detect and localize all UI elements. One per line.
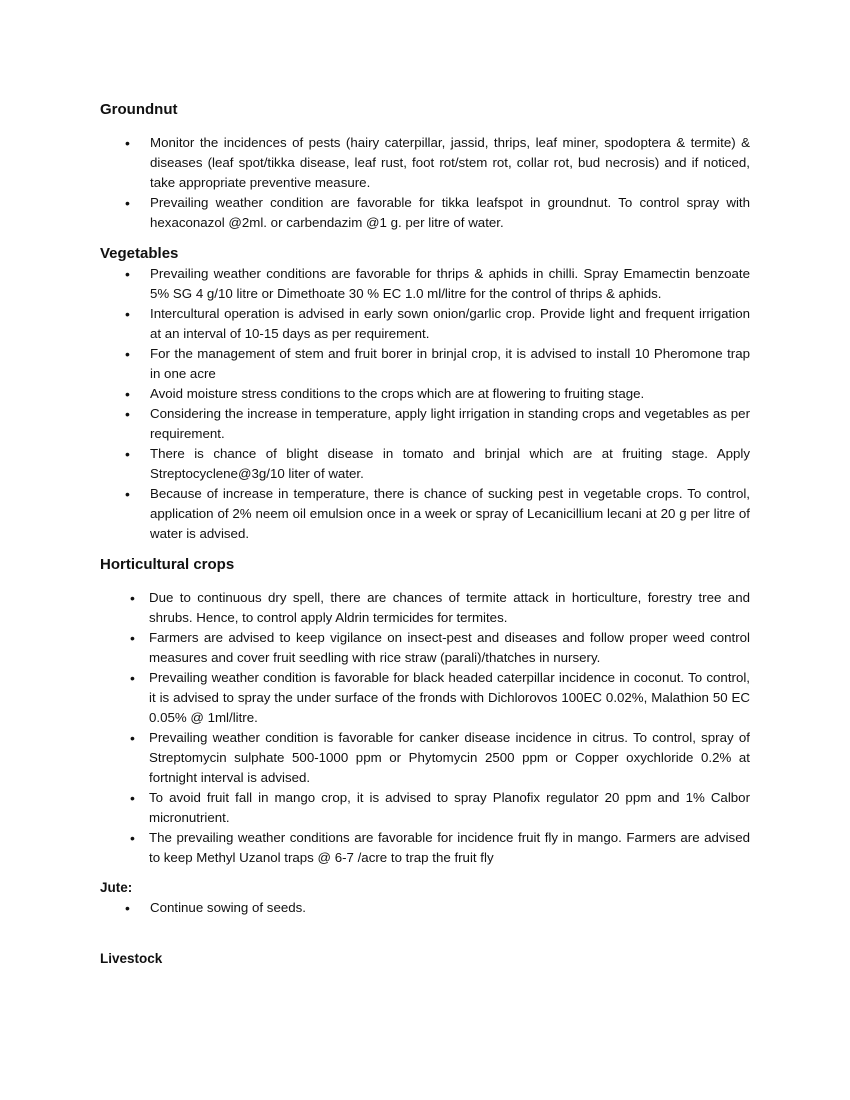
list-item: • Intercultural operation is advised in early sown onion/garlic crop. Provide light and frequent irrigation at an interval of 10-15 days as per requirement.: [125, 306, 750, 341]
list-item: • Farmers are advised to keep vigilance on insect-pest and diseases and follow proper weed control measures and cover fruit seedling with rice straw (parali)/thatches in nursery.: [130, 630, 750, 665]
bullet-icon: •: [125, 406, 130, 422]
list-item: • Due to continuous dry spell, there are chances of termite attack in horticulture, forestry tree and shrubs. Hence, to control apply Aldrin termicides for termites.: [130, 590, 750, 625]
bullet-icon: •: [125, 266, 130, 282]
list-item: • Prevailing weather conditions are favorable for thrips & aphids in chilli. Spray Emamectin benzoate 5% SG 4 g/10 litre or Dimethoate 30 % EC 1.0 ml/litre for the control of thrips & aphids.: [125, 266, 750, 301]
list-item: • Prevailing weather condition is favorable for black headed caterpillar incidence in coconut. To control, it is advised to spray the under surface of the fronds with Dichlorovos 100EC 0.02%, Malathion 50 EC 0.05% @ 1ml/litre.: [130, 670, 750, 725]
bullet-icon: •: [130, 730, 135, 746]
bullet-icon: •: [130, 630, 135, 646]
bullet-icon: •: [125, 346, 130, 362]
bullet-icon: •: [125, 386, 130, 402]
jute-list: [100, 898, 750, 918]
list-item: • The prevailing weather conditions are favorable for incidence fruit fly in mango. Farmers are advised to keep Methyl Uzanol traps @ 6-7 /acre to trap the fruit fly: [130, 830, 750, 865]
section-heading-groundnut: Groundnut: [100, 101, 178, 118]
bullet-icon: •: [125, 306, 130, 322]
section-heading-livestock: Livestock: [100, 951, 163, 966]
vegetables-list: [100, 264, 750, 544]
section-heading-jute: Jute:: [100, 880, 133, 895]
bullet-icon: •: [130, 590, 135, 606]
groundnut-list: [100, 133, 750, 233]
list-item: • For the management of stem and fruit borer in brinjal crop, it is advised to install 10 Pheromone trap in one acre: [125, 346, 750, 381]
bullet-icon: •: [125, 135, 130, 151]
bullet-icon: •: [125, 900, 130, 916]
bullet-icon: •: [125, 486, 130, 502]
section-heading-horticultural: Horticultural crops: [100, 556, 235, 573]
section-heading-vegetables: Vegetables: [100, 245, 179, 262]
list-item: • There is chance of blight disease in tomato and brinjal which are at fruiting stage. Apply Streptocyclene@3g/10 liter of water.: [125, 446, 750, 481]
horticultural-list: [100, 588, 750, 868]
list-item: • Because of increase in temperature, there is chance of sucking pest in vegetable crops. To control, application of 2% neem oil emulsion once in a week or spray of Lecanicillium lecani at 20 g per litre of water is advised.: [125, 486, 750, 541]
list-item: • To avoid fruit fall in mango crop, it is advised to spray Planofix regulator 20 ppm and 1% Calbor micronutrient.: [130, 790, 750, 825]
list-item: • Prevailing weather condition is favorable for canker disease incidence in citrus. To control, spray of Streptomycin sulphate 500-1000 ppm or Phytomycin 2500 ppm or Copper oxychloride 0.2% at fortnight interval is advised.: [130, 730, 750, 785]
list-item: • Considering the increase in temperature, apply light irrigation in standing crops and vegetables as per requirement.: [125, 406, 750, 441]
bullet-icon: •: [125, 195, 130, 211]
list-item: • Avoid moisture stress conditions to the crops which are at flowering to fruiting stage.: [125, 386, 645, 402]
list-item: • Prevailing weather condition are favorable for tikka leafspot in groundnut. To control spray with hexaconazol @2ml. or carbendazim @1 g. per litre of water.: [125, 195, 750, 230]
list-item: • Continue sowing of seeds.: [125, 900, 306, 916]
bullet-icon: •: [130, 830, 135, 846]
bullet-icon: •: [130, 670, 135, 686]
bullet-icon: •: [125, 446, 130, 462]
bullet-icon: •: [130, 790, 135, 806]
list-item: • Monitor the incidences of pests (hairy caterpillar, jassid, thrips, leaf miner, spodoptera & termite) & diseases (leaf spot/tikka disease, leaf rust, foot rot/stem rot, collar rot, bud necrosis) and if noticed, take appropriate preventive measure.: [125, 135, 750, 190]
